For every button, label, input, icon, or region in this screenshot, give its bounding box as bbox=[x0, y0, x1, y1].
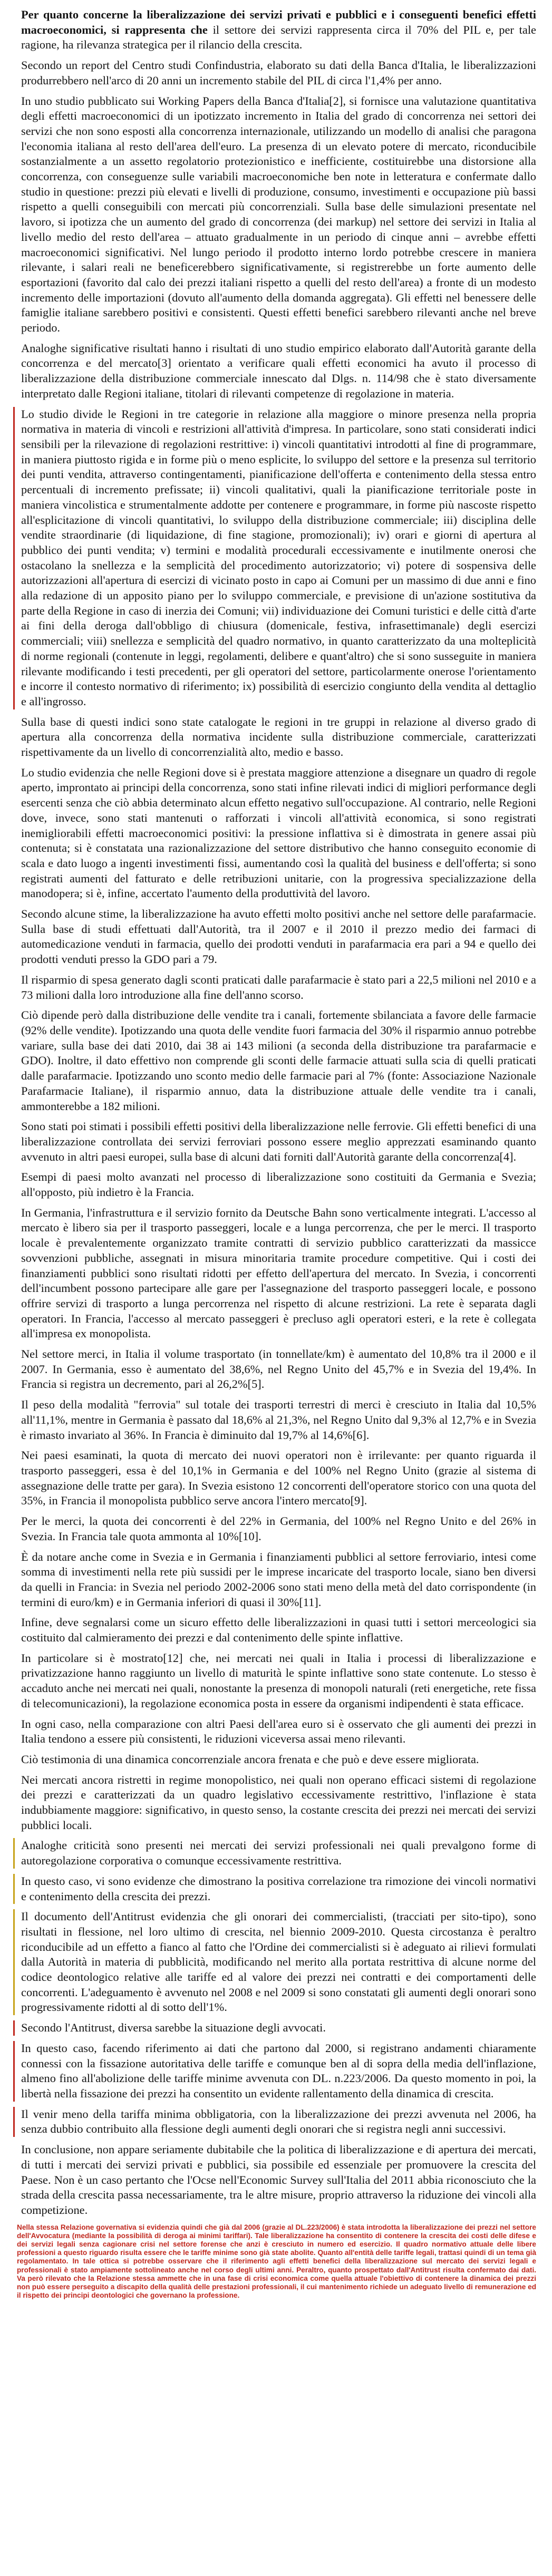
paragraph-text: il settore dei servizi rappresenta circa il 70% del PIL e, per tale ragione, ha rilevanza strategica per il rilancio della crescita. bbox=[21, 23, 536, 52]
paragraph bbox=[17, 1752, 536, 1767]
paragraph bbox=[17, 7, 536, 53]
paragraph-text: Il peso della modalità "ferrovia" sul totale dei trasporti terrestri di merci è cresciuto in Italia dal 10,5% all'11,1%, mentre in Germania è passato dal 18,6% al 21,3%, nel Regno Unito dal 9,3% al 12,7% e in Svezia è rimasto invariato al 36%. In Francia è diminuito dal 19,7% al 14,6%[6]. bbox=[21, 1398, 536, 1442]
paragraph bbox=[13, 407, 536, 709]
paragraph bbox=[13, 1909, 536, 2015]
paragraph-text: Nei paesi esaminati, la quota di mercato dei nuovi operatori non è irrilevante: per quanto riguarda il trasporto passeggeri, essa è del 10,1% in Germania e del 100% nel Regno Unito (grazie al sistema di assegnazione delle tratte per gara). In Svezia esistono 12 concorrenti dell'operatore storico con una quota del 35%, in Francia il monopolista pubblico serve ancora l'intero mercato[9]. bbox=[21, 1449, 536, 1508]
paragraph-text: Infine, deve segnalarsi come un sicuro effetto delle liberalizzazioni in quasi tutti i settori merceologici sia costituito dal calmieramento dei prezzi e dal contenimento delle spinte inflattive. bbox=[21, 1616, 536, 1645]
paragraph bbox=[17, 1448, 536, 1509]
paragraph-text: Lo studio divide le Regioni in tre categorie in relazione alla maggiore o minore presenza nella propria normativa in materia di vincoli e restrizioni all'attività d'impresa. In particolare, sono stati considerati indici sensibili per la rilevazione di regolazioni restrittive: i) vincoli quantitativi introdotti al fine di programmare, in maniera piuttosto rigida e in forme più o meno esplicite, lo sviluppo del settore e la presenza sul territorio dei punti vendita, attraverso contingentamenti, pianificazione dell'offerta e contenimento della stessa entro percentuali di incremento prefissate; ii) vincoli qualitativi, quali la pianificazione territoriale poste in maniera vincolistica e strumentalmente addotte per contenere e programmare, in forme più nascoste rispetto all'esplicitazione di vincoli quantitativi, lo sviluppo della distribuzione commerciale; iii) disciplina delle vendite straordinarie (di liquidazione, di fine stagione, promozionali); iv) orari e giorni di apertura al pubblico dei punti vendita; v) termini e modalità procedurali eccessivamente e inutilmente onerosi che ostacolano la snellezza e la semplicità del procedimento autorizzatorio; vi) potere di sospensiva delle autorizzazioni all'apertura di esercizi di vicinato posto in capo ai Comuni per un massimo di due anni e fino alla redazione di un apposito piano per lo sviluppo commerciale, e previsione di un'azione sostitutiva da parte della Regione in caso di inerzia dei Comuni; vii) individuazione dei Comuni turistici e delle città d'arte ai fini della deroga dall'obbligo di chiusura (domenicale, festiva, infrasettimanale) degli esercizi commerciali; viii) snellezza e semplicità del quadro normativo, in quanto caratterizzato da una molteplicità di norme regionali (contenute in leggi, regolamenti, delibere e quant'altro) che si sono susseguite in maniera rilevante modificando i testi precedenti, per gli operatori del settore, particolarmente onerose l'orientamento e incorre il contesto normativo di riferimento; ix) possibilità di esercizio congiunto della vendita al dettaglio e all'ingrosso. bbox=[21, 407, 536, 708]
paragraph bbox=[17, 1717, 536, 1747]
paragraph-lead: Per quanto concerne la liberalizzazione dei servizi privati e pubblici e i conseguenti benefici effetti macroeconomici, si rappresenta che bbox=[21, 8, 536, 36]
paragraph bbox=[17, 1550, 536, 1610]
paragraph bbox=[17, 341, 536, 402]
paragraph bbox=[17, 1651, 536, 1712]
paragraph bbox=[17, 1514, 536, 1544]
paragraph-text: In questo caso, vi sono evidenze che dimostrano la positiva correlazione tra rimozione dei vincoli normativi e contenimento della crescita dei prezzi. bbox=[21, 1874, 536, 1903]
paragraph bbox=[17, 58, 536, 88]
paragraph-text: Secondo un report del Centro studi Confindustria, elaborato su dati della Banca d'Italia, le liberalizzazioni produrrebbero nell'arco di 20 anni un incremento stabile del PIL di circa l'1,4% per anno. bbox=[21, 59, 536, 87]
paragraph bbox=[17, 1119, 536, 1164]
paragraph-text: È da notare anche come in Svezia e in Germania i finanziamenti pubblici al settore ferroviario, intesi come somma di investimenti nella rete più sussidi per le imprese incaricate del trasporto locale, siano ben diversi da quelli in Francia: in Svezia nel periodo 2002-2006 sono stati meno della metà del dato corrispondente (in termini di euro/km) e in Germania inferiori di quasi il 30%[11]. bbox=[21, 1550, 536, 1609]
paragraph bbox=[17, 1773, 536, 1833]
paragraph-text: Lo studio evidenzia che nelle Regioni dove si è prestata maggiore attenzione a disegnare un quadro di regole aperto, improntato ai principi della concorrenza, sono stati infine rilevati indici di migliori performance degli esercenti senza che ciò abbia determinato alcun effetto negativo sull'occupazione. Al contrario, nelle Regioni dove, invece, sono stati mantenuti o rafforzati i vincoli all'attività economica, si sono registrati inemigliorabili effetti macroeconomici positivi: la pressione inflattiva si è dimostrata in genere assai più contenuta; si è constatata una razionalizzazione del settore distributivo che hanno conseguito economie di scala e dato luogo a ingenti investimenti fissi, aumentando così la qualità del business e dell'offerta; si sono registrati aumenti del fatturato e delle retribuzioni unitarie, con la progressiva specializzazione della manodopera; si è, infine, accertato l'aumento della produttività del lavoro. bbox=[21, 765, 536, 900]
paragraph-text: In ogni caso, nella comparazione con altri Paesi dell'area euro si è osservato che gli aumenti dei prezzi in Italia tendono a essere più consistenti, le riduzioni viceversa assai meno rilevanti. bbox=[21, 1717, 536, 1746]
paragraph bbox=[17, 94, 536, 336]
paragraph bbox=[17, 715, 536, 760]
paragraph-text: Ciò dipende però dalla distribuzione delle vendite tra i canali, fortemente sbilanciata a favore delle farmacie (92% delle vendite). Ipotizzando una quota delle vendite fuori farmacia del 30% il risparmio annuo potrebbe variare, sulla base dei dati 2010, dai 38 ai 143 milioni (a seconda della distribuzione tra parafarmacie e GDO). Inoltre, il dato effettivo non comprende gli sconti delle farmacie attuati sulla scia di quelli praticati dalle parafarmacie. Ipotizzando uno sconto medio delle farmacie pari al 7% (fonte: Associazione Nazionale Parafarmacie Italiane), il risparmio annuo, data la distribuzione attuale delle vendite tra i canali, ammonterebbe a 182 milioni. bbox=[21, 1008, 536, 1113]
paragraph bbox=[13, 2041, 536, 2102]
paragraph-text: In particolare si è mostrato[12] che, nei mercati nei quali in Italia i processi di liberalizzazione e privatizzazione hanno raggiunto un livello di maturità le spinte inflattive sono state contenute. Lo stesso è accaduto anche nei mercati nei quali, nonostante la presenza di monopoli naturali (reti energetiche, rete fissa di telecomunicazioni), la regolazione economica posta in essere da organismi indipendenti è stata efficace. bbox=[21, 1651, 536, 1710]
paragraph bbox=[17, 907, 536, 967]
paragraph bbox=[17, 1170, 536, 1200]
paragraph bbox=[13, 1838, 536, 1868]
paragraph-text: Secondo alcune stime, la liberalizzazione ha avuto effetti molto positivi anche nel settore delle parafarmacie. Sulla base di studi effettuati dall'Autorità, tra il 2007 e il 2010 il prezzo medio dei farmaci di automedicazione venduti in farmacia, quello dei prodotti venduti in parafarmacia era pari a 94 e quello dei prodotti venduti presso la GDO pari a 79. bbox=[21, 907, 536, 966]
paragraph-text: Analoghe criticità sono presenti nei mercati dei servizi professionali nei quali prevalgono forme di autoregolazione corporativa o comunque eccessivamente restrittiva. bbox=[21, 1839, 536, 1868]
paragraph bbox=[17, 1615, 536, 1645]
paragraph-text: In questo caso, facendo riferimento ai dati che partono dal 2000, si registrano andamenti chiaramente connessi con la fissazione autoritativa delle tariffe e comunque ben al di sopra della media dell'inflazione, almeno fino all'abolizione delle tariffe minime avvenuta con DL. n.223/2006. Da questo momento in poi, la libertà nella fissazione dei prezzi ha consentito un evidente rallentamento della dinamica di crescita. bbox=[21, 2041, 536, 2100]
paragraph-text: Nel settore merci, in Italia il volume trasportato (in tonnellate/km) è aumentato del 10,8% tra il 2000 e il 2007. In Germania, esso è aumentato del 38,6%, nel Regno Unito del 45,7% e in Svezia del 19,4%. In Francia si registra un decremento, pari al 26,2%[5]. bbox=[21, 1347, 536, 1391]
paragraph-text: Il documento dell'Antitrust evidenzia che gli onorari dei commercialisti, (tracciati per sito-tipo), sono risultati in flessione, nel loro ultimo di crescita, nel biennio 2009-2010. Questa circostanza è peraltro riconducibile ad un effetto a fianco al fatto che l'Ordine dei commercialisti si è adeguato ai rilievi formulati dalla Autorità in materia di pubblicità, modificando nel merito alla portata restrittiva di alcune norme del codice deontologico relative alle tariffe ed al valore dei prezzi nei contratti e dei comportamenti delle concorrenti. L'adeguamento è avvenuto nel 2008 e nel 2009 si sono constatati gli aumenti degli onorari sono progressivamente ridotti al di sotto dell'1%. bbox=[21, 1910, 536, 2014]
paragraph bbox=[17, 2142, 536, 2218]
paragraph bbox=[17, 1347, 536, 1392]
paragraph bbox=[17, 765, 536, 901]
paragraph-text: Il risparmio di spesa generato dagli sconti praticati dalle parafarmacie è stato pari a 22,5 milioni nel 2010 e a 73 milioni dalla loro introduzione alla fine dell'anno scorso. bbox=[21, 973, 536, 1002]
paragraph-text: Il venir meno della tariffa minima obbligatoria, con la liberalizzazione dei prezzi avvenuta nel 2006, ha senza dubbio contribuito alla flessione degli aumenti degli onorari che si registra negli anni successivi. bbox=[21, 2107, 536, 2136]
paragraph-text: Secondo l'Antitrust, diversa sarebbe la situazione degli avvocati. bbox=[21, 2021, 326, 2035]
paragraph bbox=[13, 2020, 536, 2036]
footnote-block: Nella stessa Relazione governativa si evidenzia quindi che già dal 2006 (grazie al DL.223/2006) è stata introdotta la liberalizzazione dei prezzi nel settore dell'Avvocatura (mediante la possibilità di deroga ai minimi tariffari). Tale liberalizzazione ha consentito di contenere la crescita dei costi delle difese e dei servizi legali senza cagionare crisi nel settore forense che anzi è cresciuto in numero ed esercizio. Il quadro normativo attuale delle libere professioni a questo riguardo risulta essere che le tariffe minime sono già state abolite. Quanto all'entità delle tariffe legali, trattasi quindi di un tema già regolamentato. In tale ottica si potrebbe osservare che il riferimento agli effetti benefici della liberalizzazione sul mercato dei servizi legali e professionali è stato ampiamente sottolineato anche nel corso degli ultimi anni. Peraltro, quanto prospettato dall'Antitrust risulta confermato dai dati. Va però rilevato che la Relazione stessa ammette che in una fase di crisi economica come quella attuale l'obiettivo di contenere la dinamica dei prezzi non può essere perseguito a discapito della qualità delle prestazioni professionali, il cui mantenimento richiede un adeguato livello di remunerazione ed il rispetto dei principi deontologici che governano la professione. bbox=[17, 2223, 536, 2300]
paragraph-text: In uno studio pubblicato sui Working Papers della Banca d'Italia[2], si fornisce una valutazione quantitativa degli effetti macroeconomici di un ipotizzato incremento in Italia del grado di concorrenza nei settori dei servizi che non sono esposti alla concorrenza internazionale, utilizzando un modello di analisi che paragona l'economia italiana al resto dell'area dell'euro. La presenza di un elevato potere di mercato, riconducibile sostanzialmente a un assetto regolatorio protezionistico e inefficiente, costituirebbe una distorsione alla concorrenza, con conseguenze sulle variabili macroeconomiche ben note in letteratura e confermate dallo studio in questione: prezzi più elevati e livelli di produzione, consumo, investimenti e occupazione più bassi rispetto a quelli conseguibili con mercati più concorrenziali. Sulla base delle simulazioni presentate nel lavoro, si ipotizza che un aumento del grado di concorrenza (dei markup) nel settore dei servizi in Italia al livello medio del resto dell'area – attuato gradualmente in un periodo di cinque anni – avrebbe effetti macroeconomici significativi. Nel lungo periodo il prodotto interno lordo potrebbe crescere in maniera rilevante, i salari reali ne beneficerebbero significativamente, si registrerebbe un forte aumento delle esportazioni (favorito dal calo dei prezzi italiani rispetto a quelli del resto dell'area) a fronte di un modesto incremento delle importazioni (dovuto all'aumento della domanda aggregata). Gli effetti nel benessere delle famiglie italiane sarebbero positivi e consistenti. Questi effetti benefici sarebbero rilevanti anche nel breve periodo. bbox=[21, 94, 536, 335]
paragraph bbox=[17, 1206, 536, 1342]
paragraph bbox=[17, 1397, 536, 1443]
paragraph-text: Esempi di paesi molto avanzati nel processo di liberalizzazione sono costituiti da Germania e Svezia; all'opposto, più indietro è la Francia. bbox=[21, 1170, 536, 1199]
paragraph-text: Sono stati poi stimati i possibili effetti positivi della liberalizzazione nelle ferrovie. Gli effetti benefici di una liberalizzazione controllata dei servizi ferroviari possono essere meglio apprezzati esaminando quanto avvenuto in altri paesi europei, sulla base di alcuni dati forniti dall'Autorità garante della concorrenza[4]. bbox=[21, 1120, 536, 1163]
paragraph-text: Ciò testimonia di una dinamica concorrenziale ancora frenata e che può e deve essere migliorata. bbox=[21, 1752, 479, 1766]
paragraph-text: In conclusione, non appare seriamente dubitabile che la politica di liberalizzazione e di apertura dei mercati, di tutti i mercati dei servizi privati e pubblici, sia possibile ed essenziale per promuovere la crescita del Paese. Non è un caso pertanto che l'Ocse nell'Economic Survey sull'Italia del 2011 abbia riconosciuto che la strada della crescita passa necessariamente, tra le altre misure, proprio attraverso la riduzione dei vincoli alla competizione. bbox=[21, 2143, 536, 2217]
paragraph bbox=[17, 1008, 536, 1114]
paragraph bbox=[17, 973, 536, 1003]
paragraph bbox=[13, 2107, 536, 2137]
paragraph-text: Sulla base di questi indici sono state catalogate le regioni in tre gruppi in relazione al diverso grado di apertura alla concorrenza della normativa incidente sulla distribuzione commerciale, caratterizzati rispettivamente da un livello di concorrenzialità alto, medio e basso. bbox=[21, 715, 536, 759]
paragraph-text: Per le merci, la quota dei concorrenti è del 22% in Germania, del 100% nel Regno Unito e del 26% in Svezia. In Francia tale quota ammonta al 10%[10]. bbox=[21, 1514, 536, 1543]
paragraph-text: Nei mercati ancora ristretti in regime monopolistico, nei quali non operano efficaci sistemi di regolazione dei prezzi e caratterizzati da un quadro legislativo eccessivamente restrittivo, l'inflazione è stata indubbiamente maggiore: significativo, in questo senso, la costante crescita dei prezzi nei mercati dei servizi pubblici locali. bbox=[21, 1773, 536, 1832]
paragraph-text: In Germania, l'infrastruttura e il servizio fornito da Deutsche Bahn sono verticalmente integrati. L'accesso al mercato è libero sia per il trasporto passeggeri, locale e a lunga percorrenza, che per le merci. Il trasporto locale è prevalentemente organizzato tramite contratti di servizio pubblico caratterizzati da massicce sovvenzioni pubbliche, assegnati in misura minoritaria tramite procedure competitive. Qui i costi dei finanziamenti pubblici sono risultati ridotti per effetto dell'apertura del mercato. In Svezia, i concorrenti dell'incumbent possono partecipare alle gare per l'assegnazione del trasporto passeggeri locale, e possono offrire servizi di trasporto a lunga percorrenza nel rispetto di alcune restrizioni. La rete è separata dagli operatori. In Francia, l'accesso al mercato passeggeri è precluso agli operatori esteri, e la rete è collegata all'impresa ex monopolista. bbox=[21, 1206, 536, 1340]
paragraph bbox=[13, 1874, 536, 1904]
paragraph-text: Analoghe significative risultati hanno i risultati di uno studio empirico elaborato dall'Autorità garante della concorrenza e del mercato[3] orientato a verificare quali effetti economici ha avuto il processo di liberalizzazione della distribuzione commerciale innescato dal Dlgs. n. 114/98 che è stato diversamente interpretato dalle Regioni italiane, titolari di rilevanti competenze di regolazione in materia. bbox=[21, 341, 536, 400]
